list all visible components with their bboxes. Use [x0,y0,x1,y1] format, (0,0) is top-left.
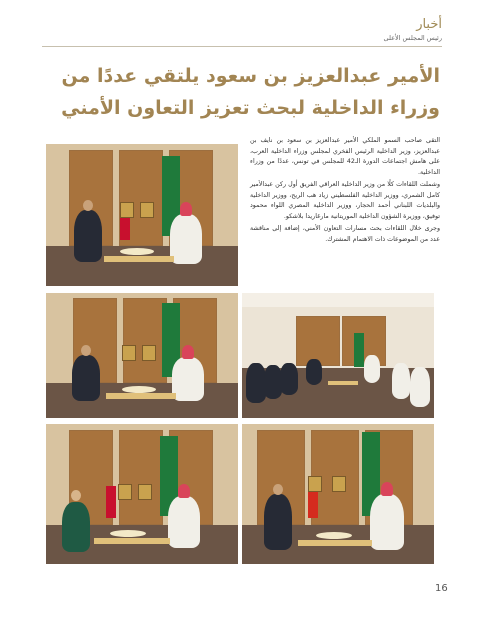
meeting-photo-4 [46,424,238,564]
coffee-table [94,538,170,544]
paragraph: وشملت اللقاءات كلًا من وزير الداخلية العراقي الفريق أول ركن عبدالأمير كامل الشمري، ووزير الداخلية الفلسطيني زياد هب الريح، ووزير الداخلية والبلديات اللبناني أحمد الحجار، ووزير الداخلية المصري اللواء محمود توفيق، ووزيرة الشؤون الداخلية الموريتانية مارغاريدا بلاشكو. [250,181,440,220]
coffee-table [104,256,174,262]
guest-minister [72,355,100,401]
delegation-member [280,363,298,395]
framed-portrait [118,484,132,500]
framed-portrait [122,345,136,361]
host-minister [370,494,404,550]
article-body [250,136,440,247]
framed-portrait [308,476,322,492]
framed-portrait [138,484,152,500]
article-title: الأمير عبدالعزيز بن سعود يلتقي عددًا من وزراء الداخلية لبحث تعزيز التعاون الأمني [61,65,440,119]
host-minister [168,496,200,548]
host-minister [172,357,204,401]
delegation-member [246,363,266,403]
page-number: 16 [435,583,448,594]
framed-portrait [120,202,134,218]
page-header [384,18,442,42]
guest-minister [306,359,322,385]
meeting-photo-1 [46,144,238,286]
framed-portrait [332,476,346,492]
guest-minister [62,502,90,552]
host-minister [364,355,380,383]
guest-minister [74,210,102,262]
delegation-member [410,367,430,407]
meeting-photo-5 [242,424,434,564]
coffee-table [106,393,176,399]
flag [106,486,116,518]
meeting-photo-2 [46,293,238,418]
delegation-member [392,363,410,399]
wood-panel-wall [242,313,434,366]
meeting-photo-3 [242,293,434,418]
paragraph: وجرى خلال اللقاءات بحث مسارات التعاون الأمني، إضافة إلى مناقشة عدد من الموضوعات ذات الاهتمام المشترك. [250,225,440,243]
coffee-table [328,381,358,385]
paragraph: التقى صاحب السمو الملكي الأمير عبدالعزيز بن سعود بن نايف بن عبدالعزيز، وزير الداخلية الرئيس الفخري لمجلس وزراء الداخلية العرب، على هامش اجتماعات الدورة الـ42 للمجلس في تونس، عددًا من وزراء الداخلية. [250,137,440,176]
section-label: أخبار [416,17,442,32]
flag [308,488,318,518]
host-minister [170,214,202,264]
guest-minister [264,494,292,550]
saudi-flag [354,333,364,367]
header-divider [42,46,442,47]
framed-portrait [140,202,154,218]
coffee-table [298,540,372,546]
subsection-label: رئيس المجلس الأعلى [383,34,442,42]
framed-portrait [142,345,156,361]
